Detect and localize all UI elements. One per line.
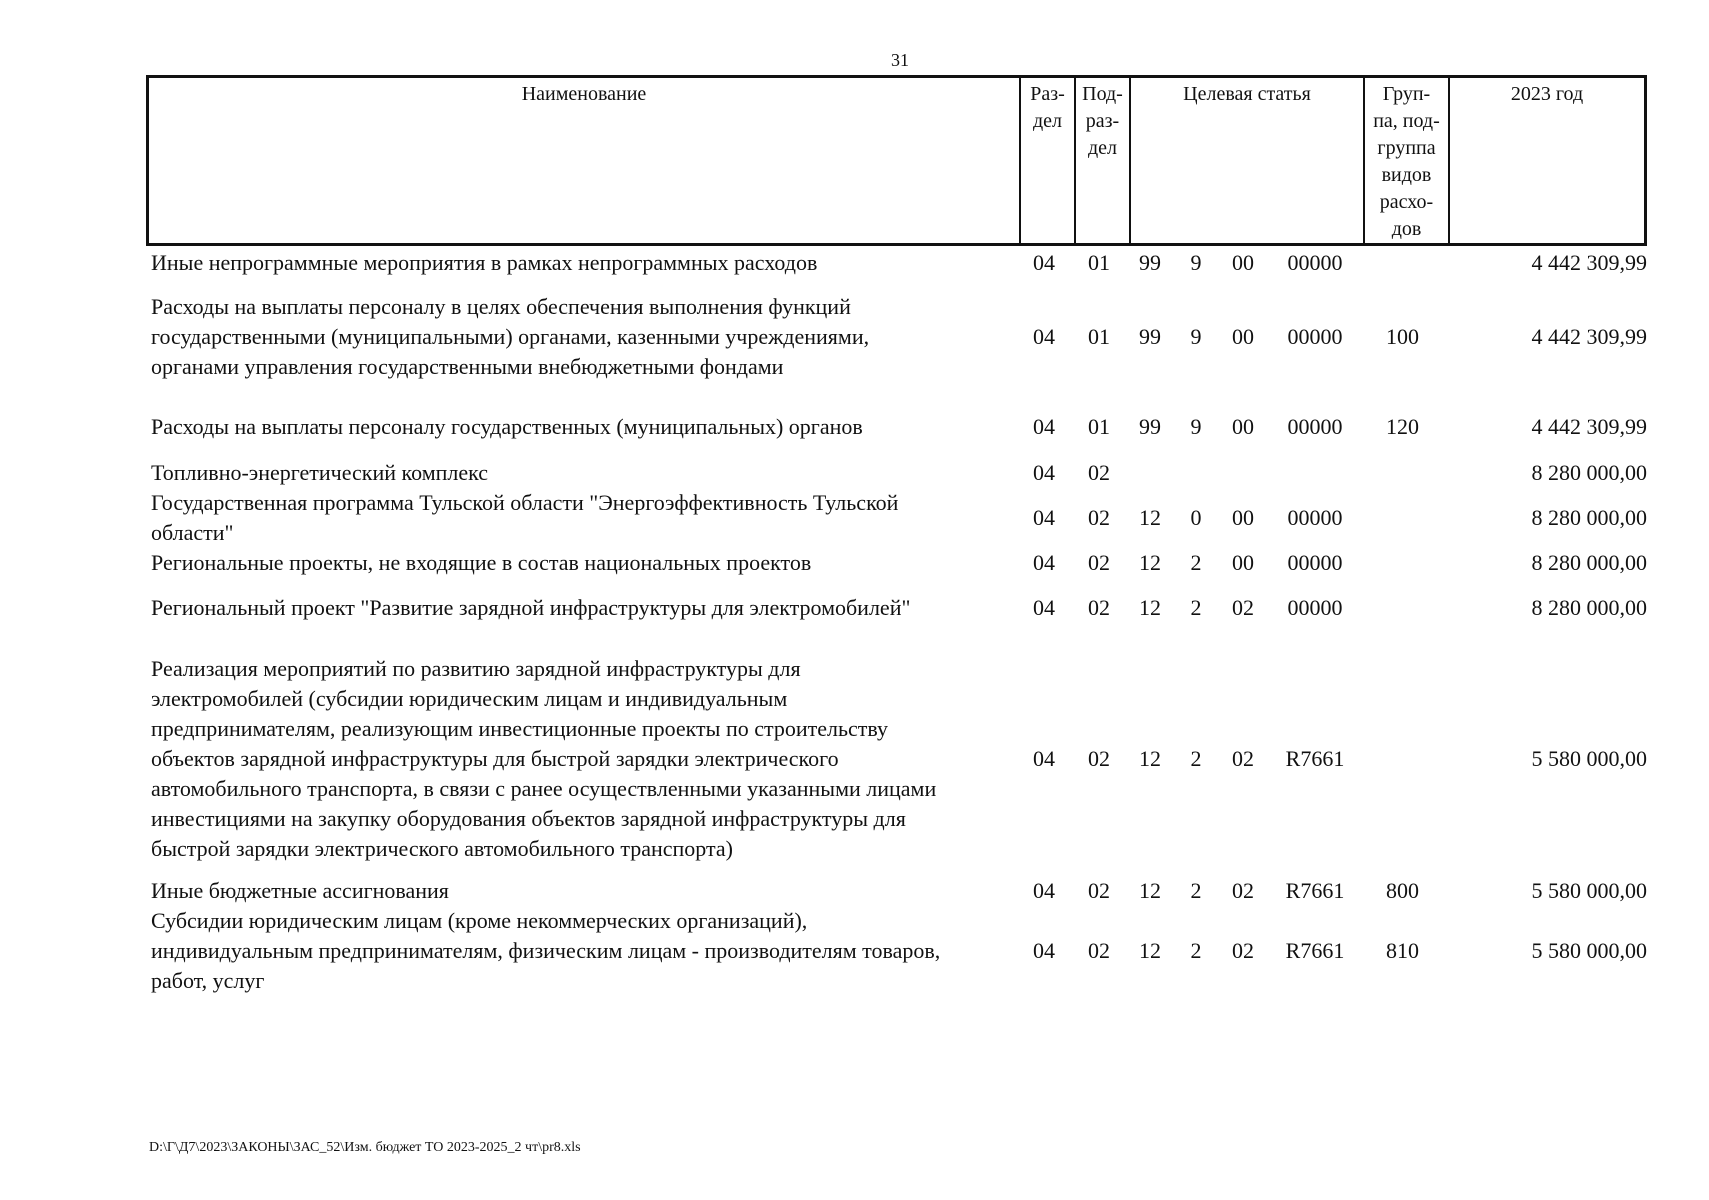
- row-name: [151, 876, 1011, 906]
- footer-file-path: D:\Г\Д7\2023\ЗАКОНЫ\ЗАС_52\Изм. бюджет ТО 2023-2025_2 чт\pr8.xls: [149, 1140, 581, 1155]
- row-cs-event: 02: [1232, 746, 1254, 771]
- row-podrazdel: 02: [1088, 746, 1110, 771]
- row-sum: 8 280 000,00: [1531, 460, 1647, 485]
- row-podrazdel: 01: [1088, 250, 1110, 275]
- header-podrazdel-line: раз-: [1085, 110, 1120, 132]
- row-cs-subprogram: 9: [1190, 324, 1202, 349]
- row-name-line: области": [151, 520, 234, 545]
- header-razdel-line: Раз-: [1030, 83, 1065, 105]
- row-name-line: государственными (муниципальными) органами, казенными учреждениями,: [151, 324, 870, 349]
- row-name-line: Иные бюджетные ассигнования: [151, 878, 449, 903]
- row-cs-event: 02: [1232, 938, 1254, 963]
- row-razdel: 04: [1033, 938, 1055, 963]
- row-name-line: органами управления государственными внебюджетными фондами: [151, 354, 784, 379]
- row-sum: 5 580 000,00: [1531, 878, 1647, 903]
- header-podrazdel-col: [1074, 78, 1129, 243]
- row-name-line: Реализация мероприятий по развитию зарядной инфраструктуры для: [151, 656, 801, 681]
- row-cs-direction: R7661: [1285, 878, 1345, 903]
- row-cs-program: 99: [1139, 324, 1161, 349]
- row-name-line: Субсидии юридическим лицам (кроме некоммерческих организаций),: [151, 908, 808, 933]
- row-podrazdel: 02: [1088, 550, 1110, 575]
- row-cs-program: 99: [1139, 250, 1161, 275]
- row-cs-program: 12: [1139, 505, 1161, 530]
- row-cs-event: 00: [1232, 414, 1254, 439]
- header-gruppa-line: видов: [1381, 164, 1432, 186]
- row-cs-direction: 00000: [1287, 324, 1343, 349]
- row-name: [151, 292, 1011, 382]
- row-cs-program: 12: [1139, 878, 1161, 903]
- row-cs-direction: 00000: [1287, 550, 1343, 575]
- row-podrazdel: 01: [1088, 414, 1110, 439]
- page-number: 31: [891, 50, 909, 70]
- row-sum: 8 280 000,00: [1531, 550, 1647, 575]
- row-cs-direction: 00000: [1287, 595, 1343, 620]
- row-cs-event: 02: [1232, 878, 1254, 903]
- row-cs-subprogram: 2: [1190, 878, 1202, 903]
- row-podrazdel: 02: [1088, 878, 1110, 903]
- row-name-line: быстрой зарядки электрического автомобильного транспорта): [151, 836, 733, 861]
- row-sum: 4 442 309,99: [1531, 324, 1647, 349]
- row-gruppa: 800: [1386, 878, 1419, 903]
- row-sum: 5 580 000,00: [1531, 746, 1647, 771]
- row-name-line: Иные непрограммные мероприятия в рамках непрограммных расходов: [151, 250, 818, 275]
- row-name-line: Государственная программа Тульской области "Энергоэффективность Тульской: [151, 490, 899, 515]
- row-razdel: 04: [1033, 460, 1055, 485]
- row-gruppa: 120: [1386, 414, 1419, 439]
- row-cs-event: 00: [1232, 550, 1254, 575]
- header-razdel-col: [1019, 78, 1074, 243]
- row-name-line: Региональные проекты, не входящие в состав национальных проектов: [151, 550, 812, 575]
- header-razdel-line: дел: [1032, 110, 1063, 132]
- row-name: [151, 548, 1011, 578]
- row-razdel: 04: [1033, 595, 1055, 620]
- row-cs-program: 99: [1139, 414, 1161, 439]
- row-cs-program: 12: [1139, 938, 1161, 963]
- row-name: [151, 654, 1011, 864]
- row-name: [151, 248, 1011, 278]
- row-gruppa: 100: [1386, 324, 1419, 349]
- header-podrazdel-line: Под-: [1082, 83, 1123, 105]
- row-cs-event: 00: [1232, 250, 1254, 275]
- row-cs-subprogram: 2: [1190, 938, 1202, 963]
- row-cs-event: 02: [1232, 595, 1254, 620]
- row-name-line: Топливно-энергетический комплекс: [151, 460, 489, 485]
- header-name: Наименование: [521, 83, 647, 105]
- row-cs-direction: 00000: [1287, 414, 1343, 439]
- row-sum: 8 280 000,00: [1531, 595, 1647, 620]
- row-podrazdel: 02: [1088, 505, 1110, 530]
- header-name-col: [149, 78, 1019, 243]
- row-razdel: 04: [1033, 878, 1055, 903]
- row-razdel: 04: [1033, 414, 1055, 439]
- row-podrazdel: 01: [1088, 324, 1110, 349]
- row-razdel: 04: [1033, 505, 1055, 530]
- header-year-col: [1448, 78, 1644, 243]
- row-name-line: индивидуальным предпринимателям, физическим лицам - производителям товаров,: [151, 938, 941, 963]
- header-podrazdel-line: дел: [1087, 137, 1118, 159]
- row-razdel: 04: [1033, 746, 1055, 771]
- row-cs-event: 00: [1232, 324, 1254, 349]
- row-podrazdel: 02: [1088, 460, 1110, 485]
- row-name-line: работ, услуг: [151, 968, 265, 993]
- row-name: [151, 488, 1011, 548]
- row-name: [151, 458, 1011, 488]
- row-podrazdel: 02: [1088, 595, 1110, 620]
- row-cs-direction: 00000: [1287, 505, 1343, 530]
- row-name-line: инвестициями на закупку оборудования объектов зарядной инфраструктуры для: [151, 806, 906, 831]
- header-celevaya-col: [1129, 78, 1363, 243]
- row-name-line: автомобильного транспорта, в связи с ранее осуществленными указанными лицами: [151, 776, 937, 801]
- row-sum: 8 280 000,00: [1531, 505, 1647, 530]
- row-name: [151, 593, 1011, 623]
- row-cs-event: 00: [1232, 505, 1254, 530]
- row-sum: 4 442 309,99: [1531, 414, 1647, 439]
- row-name-line: объектов зарядной инфраструктуры для быстрой зарядки электрического: [151, 746, 839, 771]
- row-gruppa: 810: [1386, 938, 1419, 963]
- row-razdel: 04: [1033, 324, 1055, 349]
- row-name-line: электромобилей (субсидии юридическим лицам и индивидуальным: [151, 686, 788, 711]
- row-cs-subprogram: 9: [1190, 414, 1202, 439]
- row-cs-subprogram: 2: [1190, 746, 1202, 771]
- row-razdel: 04: [1033, 550, 1055, 575]
- row-cs-direction: 00000: [1287, 250, 1343, 275]
- row-sum: 5 580 000,00: [1531, 938, 1647, 963]
- row-name-line: предпринимателям, реализующим инвестиционные проекты по строительству: [151, 716, 889, 741]
- row-name: [151, 906, 1011, 996]
- row-name: [151, 412, 1011, 442]
- header-gruppa-col: [1363, 78, 1448, 243]
- header-gruppa-line: группа: [1377, 137, 1436, 159]
- row-cs-program: 12: [1139, 595, 1161, 620]
- row-cs-subprogram: 0: [1190, 505, 1202, 530]
- table-header: [146, 75, 1647, 246]
- row-cs-direction: R7661: [1285, 746, 1345, 771]
- header-gruppa-line: расхо-: [1379, 191, 1434, 213]
- row-cs-subprogram: 9: [1190, 250, 1202, 275]
- row-cs-subprogram: 2: [1190, 595, 1202, 620]
- row-razdel: 04: [1033, 250, 1055, 275]
- row-sum: 4 442 309,99: [1531, 250, 1647, 275]
- row-name-line: Расходы на выплаты персоналу государственных (муниципальных) органов: [151, 414, 863, 439]
- header-gruppa-line: дов: [1391, 218, 1422, 240]
- header-gruppa-line: Груп-: [1382, 83, 1431, 105]
- row-name-line: Расходы на выплаты персоналу в целях обеспечения выполнения функций: [151, 294, 851, 319]
- row-cs-direction: R7661: [1285, 938, 1345, 963]
- row-name-line: Региональный проект "Развитие зарядной инфраструктуры для электромобилей": [151, 595, 911, 620]
- header-celevaya: Целевая статья: [1183, 83, 1311, 105]
- header-gruppa-line: па, под-: [1373, 110, 1440, 132]
- header-year: 2023 год: [1510, 83, 1584, 105]
- row-cs-program: 12: [1139, 550, 1161, 575]
- row-cs-subprogram: 2: [1190, 550, 1202, 575]
- row-podrazdel: 02: [1088, 938, 1110, 963]
- row-cs-program: 12: [1139, 746, 1161, 771]
